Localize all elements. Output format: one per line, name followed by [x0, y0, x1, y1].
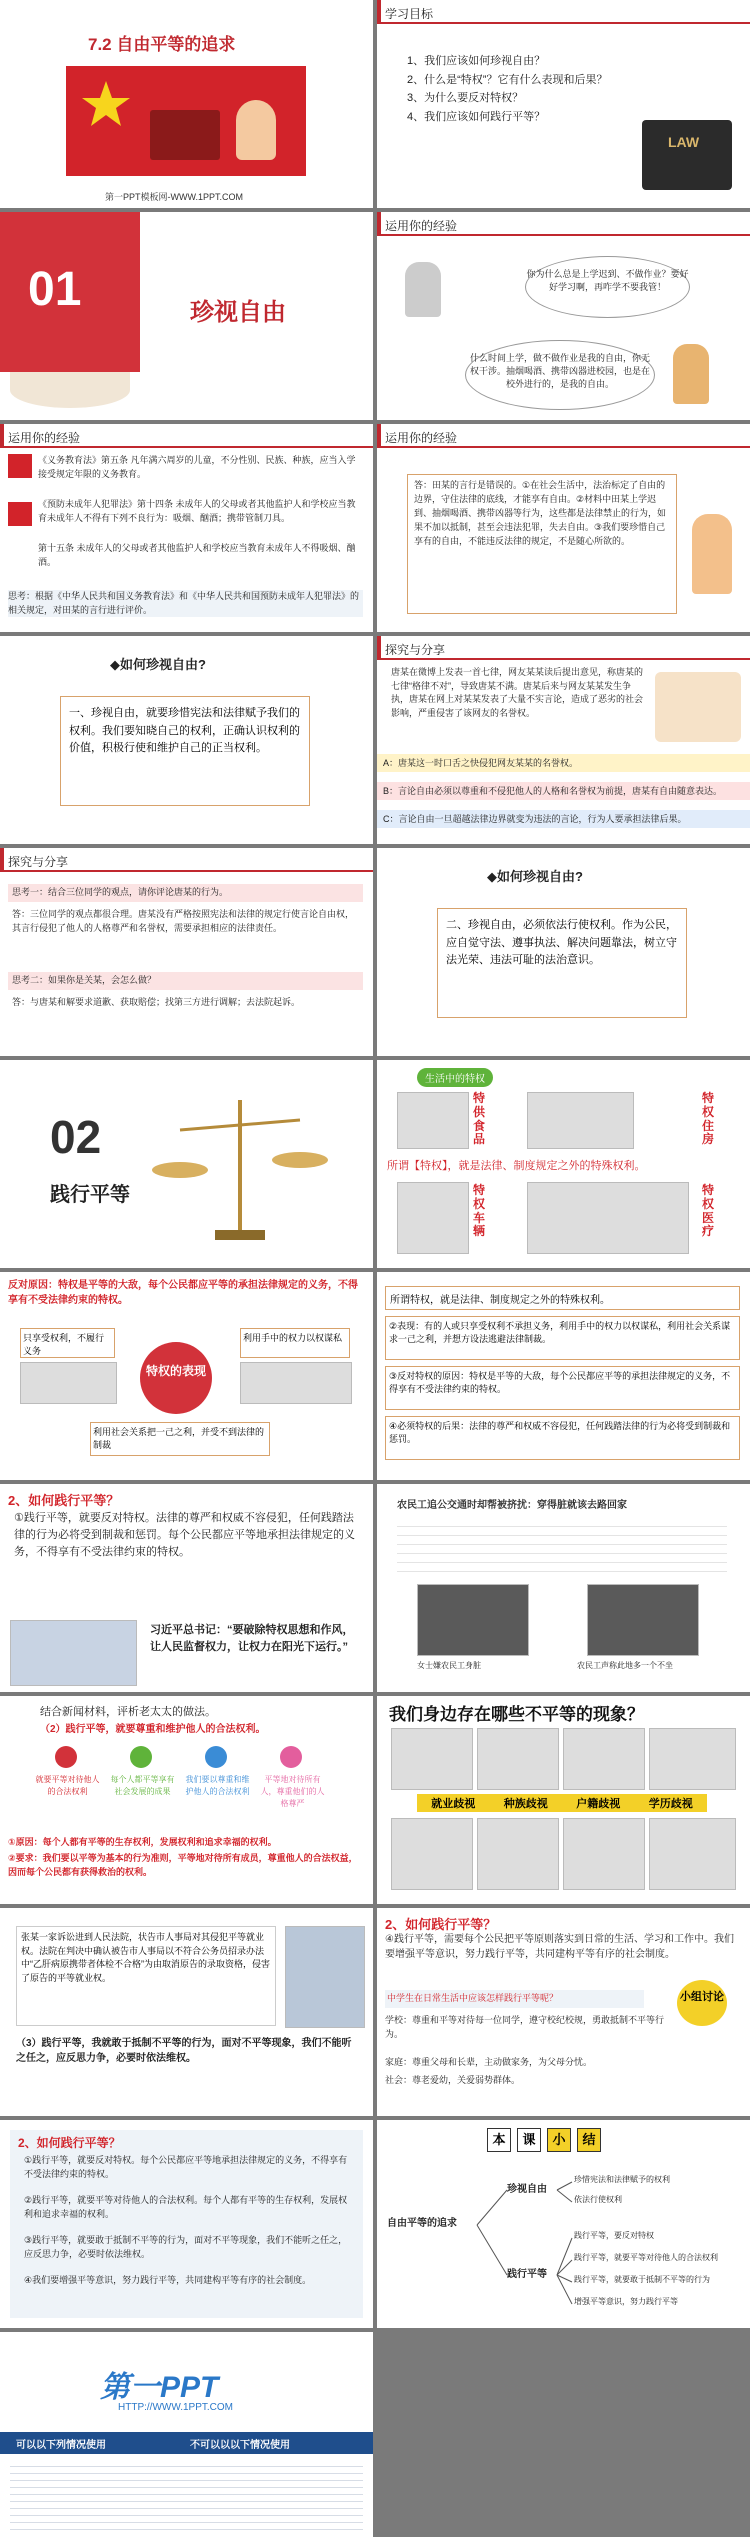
slide-practice-equality-1: [0, 1484, 373, 1692]
task-intro: 结合新闻材料，评析老太太的做法。: [40, 1706, 216, 1718]
point-box: 一、珍视自由，就要珍惜宪法和法律赋予我们的权利。我们要知晓自己的权利，正确认识权利的价值，积极行使和维护自己的正当权利。: [60, 696, 310, 806]
forbidden-heading: 不可以以以下情况使用: [190, 2440, 290, 2451]
slide-experience-1: [377, 212, 750, 420]
think-question: 思考：根据《中华人民共和国义务教育法》和《中华人民共和国预防未成年人犯罪法》的相关规定，对田某的言行进行评价。: [8, 590, 363, 617]
discussion-badge-label: 小组讨论: [680, 1991, 724, 2003]
label-special-medical: 特权医疗: [702, 1183, 715, 1239]
question-title: ◆如何珍视自由?: [110, 657, 206, 672]
section-header: 学习目标: [377, 0, 750, 24]
option-c: C：言论自由一旦超越法律边界就变为违法的言论，行为人要承担法律后果。: [377, 810, 750, 828]
title-char-3: 小: [547, 2128, 571, 2152]
goal-item: 1、我们应该如何珍视自由？: [407, 55, 546, 67]
reason-line: ①原因：每个人都有平等的生存权利，发展权利和追求幸福的权利。: [8, 1837, 277, 1847]
option-b: B：言论自由必须以尊重和不侵犯他人的人格和名誉权为前提，唐某有自由随意表达。: [377, 782, 750, 800]
cartoon-5: [391, 1818, 473, 1890]
think-question-2: 思考二：如果你是关某，会怎么做？: [8, 972, 363, 990]
slide-section-02: [0, 1060, 373, 1268]
section-title: 珍视自由: [190, 299, 286, 326]
slide-news-story: [377, 1484, 750, 1692]
pin-blue: [205, 1746, 227, 1768]
category-household: 户籍歧视: [576, 1798, 621, 1810]
emblem-icon: [8, 454, 32, 478]
oppose-reason: 反对原因：特权是平等的大敌，每个公民都应平等的承担法律规定的义务，不得享有不受法律约束的特权。: [8, 1280, 358, 1306]
practice-paragraph: ④践行平等，需要每个公民把平等原则落实到日常的生活、学习和工作中。我们要增强平等意识，努力践行平等，共同建构平等有序的社会制度。: [385, 1934, 734, 1960]
slide-experience-2: [0, 424, 373, 632]
home-line: 家庭：尊重父母和长辈，主动做家务，为父母分忧。: [385, 2057, 593, 2067]
forms-line: ②表现：有的人或只享受权利不承担义务，利用手中的权力以权谋私，利用社会关系谋求一己之利，并想方设法逃避法律制裁。: [385, 1316, 740, 1360]
section-heading: 2、如何践行平等？: [18, 2136, 121, 2150]
cartoon-1: [391, 1728, 473, 1790]
allowed-heading: 可以以下列情况使用: [16, 2440, 106, 2451]
goal-item: 3、为什么要反对特权？: [407, 92, 524, 105]
mind-map-leaf: 珍惜宪法和法律赋予的权利: [574, 2175, 670, 2184]
section-header: 运用你的经验: [0, 424, 373, 448]
answer-2: 答：与唐某和解要求道歉、获取赔偿；找第三方进行调解；去法院起诉。: [12, 997, 301, 1007]
slide-goals: [377, 0, 750, 208]
slide-privilege-forms: [0, 1272, 373, 1480]
slide-title-text: 7.2 自由平等的追求: [88, 35, 236, 54]
mind-map-leaf: 践行平等，就要平等对待他人的合法权利: [574, 2253, 718, 2262]
section-heading: 2、如何践行平等？: [8, 1493, 120, 1508]
speaker-photo: [10, 1620, 137, 1686]
license-bar: [0, 2432, 373, 2454]
pin-text-3: 我们要以尊重和维护他人的合法权利: [185, 1775, 250, 1796]
consequence-line: ④必须特权的后果：法律的尊严和权威不容侵犯，任何践踏法律的行为必将受到制裁和惩罚。: [385, 1416, 740, 1460]
pin-red: [55, 1746, 77, 1768]
mind-map-branch-2: 践行平等: [507, 2269, 547, 2280]
pin-text-2: 每个人都平等享有社会发展的成果: [110, 1775, 175, 1796]
section-header: 运用你的经验: [377, 212, 750, 236]
law-article-1: 《义务教育法》第五条 凡年满六周岁的儿童，不分性别、民族、种族，应当入学接受规定年限的义务教育。: [38, 455, 356, 479]
slide-explore-2: [0, 848, 373, 1056]
cartoon-medical: [527, 1182, 689, 1254]
summary-panel: [10, 2130, 363, 2318]
form-rights-only: 只享受权利，不履行义务: [20, 1328, 115, 1358]
slide-practice-equality-4: [377, 1908, 750, 2116]
section-header: 探究与分享: [377, 636, 750, 660]
section-heading: 2、如何践行平等？: [385, 1917, 497, 1932]
slide-lesson-summary: [377, 2120, 750, 2328]
form-connections: 利用社会关系把一己之利，并受不到法律的制裁: [90, 1422, 270, 1456]
cartoon-7: [563, 1818, 645, 1890]
title-char-2: 课: [517, 2128, 541, 2152]
discussion-badge: [677, 1980, 727, 2026]
pin-text-4: 平等地对待所有人，尊重他们的人格尊严: [260, 1775, 325, 1808]
law-book-gavel: [642, 120, 732, 190]
summary-line-3: ③践行平等，就要敢于抵制不平等的行为，面对不平等现象，我们不能听之任之，应反思力争，必要时依法维权。: [24, 2235, 348, 2259]
slide-heading: 我们身边存在哪些不平等的现象？: [389, 1705, 644, 1724]
slide-section-01: [0, 212, 373, 420]
title-char-4: 结: [577, 2128, 601, 2152]
slide-cherish-freedom-1: [0, 636, 373, 844]
mind-map-leaf: 依法行使权利: [574, 2195, 622, 2204]
slide-explore-1: [377, 636, 750, 844]
pin-pink: [280, 1746, 302, 1768]
speech-bubble-student: 什么时间上学，做不做作业是我的自由，你无权干涉。抽烟喝酒、携带凶器进校园，也是在校外进行的，是我的自由。: [465, 340, 655, 410]
section-number-box: [0, 212, 140, 372]
slide-cherish-freedom-2: [377, 848, 750, 1056]
cartoon-3: [563, 1728, 645, 1790]
center-label: 特权的表现: [145, 1364, 206, 1378]
cartoon-vehicle: [397, 1182, 469, 1254]
answer-box: 答：田某的言行是错误的。①在社会生活中，法治标定了自由的边界，守住法律的底线，才能享有自由。②材料中田某上学迟到、抽烟喝酒、携带凶器等行为，这些都是法律禁止的行为，如果不加以抵制，甚至会违法犯罪，失去自由。③我们要珍惜自己享有的自由，不能违反法律的规定，不是随心所欲的。: [407, 474, 677, 614]
student-figure: [692, 514, 732, 594]
section-number: 01: [28, 263, 82, 316]
case-photo: [285, 1926, 365, 2028]
sub-point: （2）践行平等，就要尊重和维护他人的合法权利。: [40, 1724, 266, 1735]
law-article-2: 《预防未成年人犯罪法》第十四条 未成年人的父母或者其他监护人和学校应当教育未成年人不得有下列不良行为：吸烟、酗酒；携带管制刀具。: [38, 499, 356, 523]
slide-footer: 第一PPT模板网-WWW.1PPT.COM: [105, 192, 243, 202]
cartoon-8: [649, 1818, 736, 1890]
photo-caption-2: 农民工声称此地多一个不坐: [577, 1661, 673, 1670]
case-point: （3）践行平等，我就敢于抵制不平等的行为，面对不平等现象，我们不能听之任之，应反思力争，必要时依法维权。: [16, 2038, 352, 2064]
emblem-icon: [8, 502, 32, 526]
mind-map-branch-1: 珍视自由: [507, 2184, 547, 2195]
news-headline: 农民工追公交通时却帮被挤扰：穿得脏就该去路回家: [397, 1500, 627, 1511]
reason-line: ③反对特权的原因：特权是平等的大敌，每个公民都应平等的承担法律规定的义务，不得享有不受法律约束的特权。: [385, 1366, 740, 1410]
speech-bubble-teacher: 你为什么总是上学迟到、不做作业？要好好学习啊，再咋学不要我管！: [525, 256, 690, 318]
label-special-vehicle: 特权车辆: [473, 1183, 486, 1239]
news-photo-1: [417, 1584, 529, 1656]
pin-text-1: 就要平等对待他人的合法权利: [35, 1775, 100, 1796]
scene-illustration: [655, 672, 741, 742]
school-line: 学校：尊重和平等对待每一位同学，遵守校纪校规，勇敢抵制不平等行为。: [385, 2015, 665, 2039]
section-header: 运用你的经验: [377, 424, 750, 448]
mind-map-leaf: 践行平等，就要敢于抵制不平等的行为: [574, 2275, 710, 2284]
student-figure: [673, 344, 709, 404]
slide-inequality-examples: [377, 1696, 750, 1904]
section-title: 践行平等: [50, 1184, 130, 1206]
quote-text: 习近平总书记：“要破除特权思想和作风，让人民监督权力，让权力在阳光下运行。”: [150, 1624, 354, 1653]
goal-item: 2、什么是“特权”？它有什么表现和后果？: [407, 73, 608, 86]
mind-map-leaf: 践行平等，要反对特权: [574, 2231, 654, 2240]
law-book-word: LAW: [668, 134, 700, 150]
category-bar: [417, 1794, 707, 1812]
think-question-1: 思考一：结合三位同学的观点，请你评论唐某的行为。: [8, 884, 363, 902]
slide-practice-equality-3: [0, 1908, 373, 2116]
cartoon-housing: [527, 1092, 634, 1149]
practice-paragraph: ①践行平等，就要反对特权。法律的尊严和权威不容侵犯，任何践踏法律的行为必将受到制裁和惩罚。每个公民都应平等地承担法律规定的义务，不得享有不受法律约束的特权。: [14, 1512, 355, 1559]
cartoon-6: [477, 1818, 559, 1890]
pin-green: [130, 1746, 152, 1768]
answer-1: 答：三位同学的观点都很合理。唐某没有严格按照宪法和法律的规定行使言论自由权，其言行侵犯了他人的人格尊严和名誉权，需要承担相应的法律责任。: [12, 909, 355, 933]
goals-list: [407, 52, 607, 127]
center-circle: [140, 1342, 212, 1414]
section-number: 02: [50, 1111, 102, 1163]
label-special-food: 特供食品: [473, 1091, 486, 1147]
discussion-question: 中学生在日常生活中应该怎样践行平等呢？: [385, 1990, 644, 2008]
slide-license: [0, 2332, 373, 2537]
brand-logo: 第一PPT: [100, 2371, 219, 2404]
mind-map-root: 自由平等的追求: [387, 2218, 457, 2229]
point-box: 二、珍视自由，必须依法行使权利。作为公民，应自觉守法、遵事执法、解决问题靠法，树立守法光荣、违法可耻的法治意识。: [437, 908, 687, 1018]
book-stack: [150, 110, 220, 160]
title-char-1: 本: [487, 2128, 511, 2152]
license-links: [10, 2460, 363, 2530]
category-education: 学历歧视: [648, 1798, 693, 1810]
slide-privilege-examples: [377, 1060, 750, 1268]
cartoon-4: [649, 1728, 736, 1790]
category-race: 种族歧视: [503, 1798, 548, 1810]
summary-line-2: ②践行平等，就要平等对待他人的合法权利。每个人都有平等的生存权利，发展权利和追求幸福的权利。: [24, 2195, 348, 2219]
goal-item: 4、我们应该如何践行平等？: [407, 111, 546, 124]
section-tag: 生活中的特权: [417, 1068, 493, 1087]
photo-caption-1: 女士嫌农民工身脏: [417, 1661, 481, 1670]
privilege-caption: 所谓【特权】，就是法律、制度规定之外的特殊权利。: [387, 1160, 646, 1172]
society-line: 社会：尊老爱幼，关爱弱势群体。: [385, 2075, 521, 2085]
summary-line-4: ④我们要增强平等意识，努力践行平等，共同建构平等有序的社会制度。: [24, 2275, 312, 2285]
story-text: 唐某在微博上发表一首七律，网友某某读后提出意见，称唐某的七律“格律不对”，导致唐某不满。唐某后来与网友某某发生争执，唐某在网上对某某发表了大量不实言论，造成了恶劣的社会影响，严重侵害了该网友的名誉权。: [391, 667, 644, 718]
form-abuse-power: 利用手中的权力以权谋私: [240, 1328, 350, 1358]
question-title: ◆如何珍视自由?: [487, 869, 583, 884]
case-text: 张某一家诉讼进到人民法院，状告市人事局对其侵犯平等就业权。法院在判决中确认被告市人事局以不符合公务员招录办法中“乙肝病原携带者体检不合格”为由取消原告的录取资格，侵害了原告的平等就业权。: [16, 1926, 276, 2026]
slide-privilege-summary: [377, 1272, 750, 1480]
requirement-line: ②要求：我们要以平等为基本的行为准则，平等地对待所有成员，尊重他人的合法权益，因而每个公民都有获得救治的权利。: [8, 1853, 358, 1877]
summary-line-1: ①践行平等，就要反对特权。每个公民都应平等地承担法律规定的义务，不得享有不受法律约束的特权。: [24, 2155, 348, 2179]
definition-line: 所谓特权，就是法律、制度规定之外的特殊权利。: [385, 1286, 740, 1310]
cartoon-ship: [240, 1362, 352, 1404]
law-article-3: 第十五条 未成年人的父母或者其他监护人和学校应当教育未成年人不得吸烟、酗酒。: [38, 543, 356, 567]
slide-practice-equality-2: [0, 1696, 373, 1904]
slide-experience-answer: [377, 424, 750, 632]
option-a: A：唐某这一时口舌之快侵犯网友某某的名誉权。: [377, 754, 750, 772]
open-book: [10, 372, 130, 408]
cartoon-car: [20, 1362, 117, 1404]
category-employment: 就业歧视: [431, 1798, 476, 1810]
cartoon-food: [397, 1092, 469, 1149]
slide-practice-summary: [0, 2120, 373, 2328]
cartoon-2: [477, 1728, 559, 1790]
news-photo-2: [587, 1584, 699, 1656]
news-body: [397, 1518, 727, 1578]
brand-url: HTTP://WWW.1PPT.COM: [118, 2402, 233, 2413]
teacher-figure: [405, 262, 441, 317]
section-header: 探究与分享: [0, 848, 373, 872]
student-avatar: [236, 100, 276, 160]
scales-icon: [0, 1060, 373, 1268]
mind-map-leaf: 增强平等意识，努力践行平等: [574, 2297, 678, 2306]
label-special-housing: 特权住房: [702, 1091, 715, 1147]
slide-title: [0, 0, 373, 208]
